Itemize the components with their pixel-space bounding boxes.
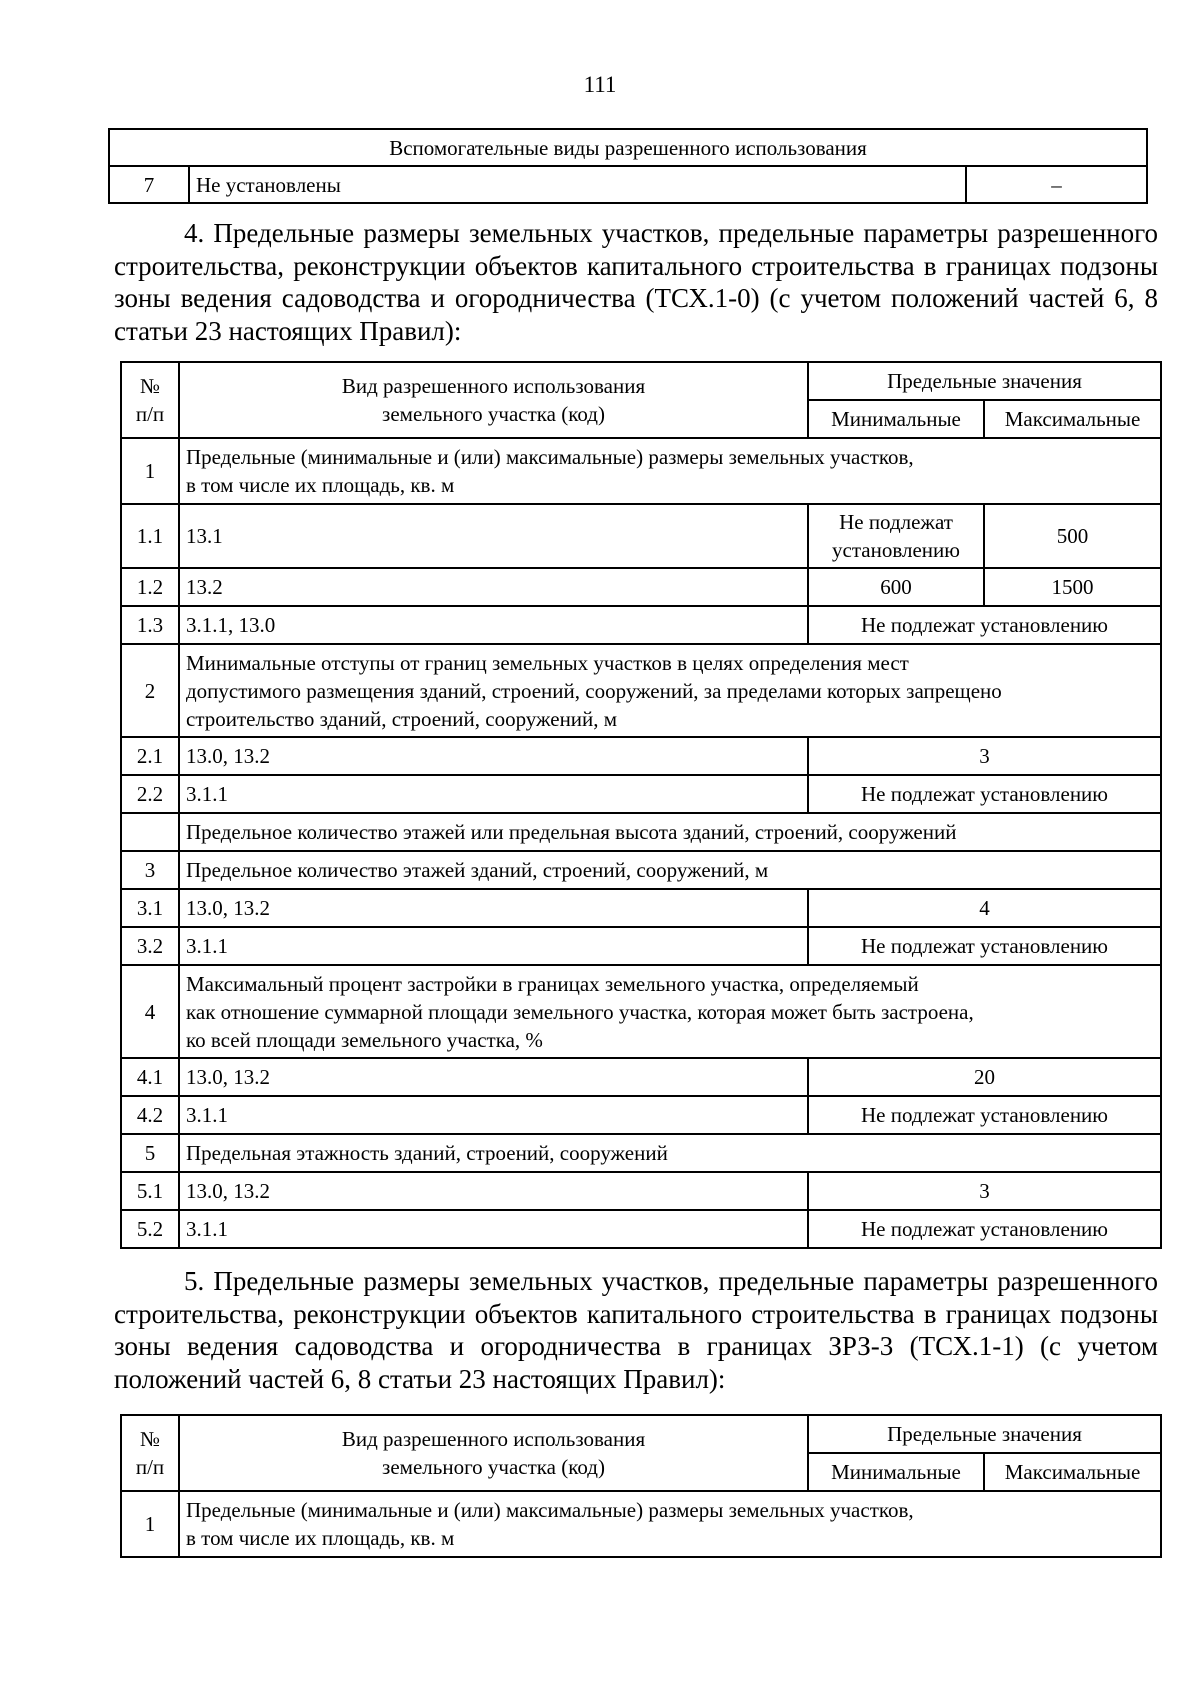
row-value: Не подлежат установлению — [808, 1096, 1161, 1134]
header-number-line1: № — [139, 374, 161, 398]
section-title: Предельное количество этажей или предельная высота зданий, строений, сооружений — [179, 813, 1161, 851]
row-value: 3 — [808, 1172, 1161, 1210]
row-value: Не подлежат установлению — [808, 1210, 1161, 1248]
paragraph-5: 5. Предельные размеры земельных участков, предельные параметры разрешенного строительства, реконструкции объектов капитального строительства в границах подзоны зоны ведения садоводства и огородничества в границах ЗРЗ-3 (ТСХ.1-1) (с учетом положений частей 6, 8 статьи 23 настоящих Правил): — [114, 1266, 1158, 1394]
header-number — [121, 362, 179, 438]
row-number: 5 — [121, 1134, 179, 1172]
section-title-line: строительство зданий, строений, сооружений, м — [186, 706, 618, 731]
header-number-line2: п/п — [135, 1455, 165, 1479]
row-number: 2.1 — [121, 737, 179, 775]
row-number: 4.1 — [121, 1058, 179, 1096]
section-title — [179, 644, 1161, 737]
row-number: 2.2 — [121, 775, 179, 813]
row-code: 13.2 — [179, 568, 808, 606]
row-value: – — [966, 166, 1147, 203]
header-number-line1: № — [139, 1427, 161, 1451]
row-max: 500 — [984, 504, 1161, 568]
section-title — [179, 965, 1161, 1058]
row-code: 13.0, 13.2 — [179, 1058, 808, 1096]
row-min: 600 — [808, 568, 984, 606]
row-value: 4 — [808, 889, 1161, 927]
header-use-type-line2: земельного участка (код) — [382, 402, 605, 426]
row-number: 1 — [121, 1491, 179, 1557]
row-min-line: установлению — [832, 538, 960, 562]
header-use-type — [179, 362, 808, 438]
row-number: 2 — [121, 644, 179, 737]
row-number: 1.1 — [121, 504, 179, 568]
header-limits: Предельные значения — [808, 1415, 1161, 1453]
row-number: 3 — [121, 851, 179, 889]
header-use-type-line2: земельного участка (код) — [382, 1455, 605, 1479]
row-value: 20 — [808, 1058, 1161, 1096]
row-number: 4 — [121, 965, 179, 1058]
row-code: 13.1 — [179, 504, 808, 568]
row-value: Не подлежат установлению — [808, 775, 1161, 813]
row-number: 7 — [109, 166, 189, 203]
row-number: 1.3 — [121, 606, 179, 644]
section-title-line: Минимальные отступы от границ земельных участков в целях определения мест — [186, 650, 909, 675]
row-number: 1 — [121, 438, 179, 504]
header-number — [121, 1415, 179, 1491]
row-code: 3.1.1 — [179, 1096, 808, 1134]
auxiliary-uses-header: Вспомогательные виды разрешенного использования — [109, 129, 1147, 166]
row-code: 3.1.1 — [179, 1210, 808, 1248]
row-number: 5.1 — [121, 1172, 179, 1210]
page-number: 111 — [583, 72, 617, 97]
header-limits: Предельные значения — [808, 362, 1161, 400]
section-title-line: допустимого размещения зданий, строений, сооружений, за пределами которых запрещено — [186, 678, 1002, 703]
row-code: 13.0, 13.2 — [179, 889, 808, 927]
row-text: Не установлены — [189, 166, 966, 203]
section-title-line: ко всей площади земельного участка, % — [186, 1027, 543, 1052]
row-min-line: Не подлежат — [839, 510, 953, 534]
row-code: 13.0, 13.2 — [179, 1172, 808, 1210]
row-number: 3.2 — [121, 927, 179, 965]
row-number: 5.2 — [121, 1210, 179, 1248]
header-use-type-line1: Вид разрешенного использования — [341, 1427, 646, 1451]
header-max: Максимальные — [984, 400, 1161, 438]
paragraph-4: 4. Предельные размеры земельных участков, предельные параметры разрешенного строительства, реконструкции объектов капитального строительства в границах подзоны зоны ведения садоводства и огородничества (ТСХ.1-0) (с учетом положений частей 6, 8 статьи 23 настоящих Правил): — [114, 218, 1158, 346]
header-min: Минимальные — [808, 400, 984, 438]
header-min: Минимальные — [808, 1453, 984, 1491]
row-number: 1.2 — [121, 568, 179, 606]
row-value: Не подлежат установлению — [808, 606, 1161, 644]
section-title-line: в том числе их площадь, кв. м — [186, 1526, 455, 1550]
header-number-line2: п/п — [135, 402, 165, 426]
row-number-empty — [121, 813, 179, 851]
section-title — [179, 438, 1161, 504]
row-max: 1500 — [984, 568, 1161, 606]
section-title-line: Предельные (минимальные и (или) максимальные) размеры земельных участков, — [186, 445, 914, 469]
section-title: Предельное количество этажей зданий, строений, сооружений, м — [179, 851, 1161, 889]
header-use-type — [179, 1415, 808, 1491]
auxiliary-uses-table — [108, 128, 1148, 204]
row-code: 13.0, 13.2 — [179, 737, 808, 775]
section-title-line: в том числе их площадь, кв. м — [186, 473, 455, 497]
header-max: Максимальные — [984, 1453, 1161, 1491]
row-min — [808, 504, 984, 568]
limits-table-tsh-1-0 — [120, 361, 1162, 1249]
row-value: 3 — [808, 737, 1161, 775]
section-title-line: Максимальный процент застройки в границах земельного участка, определяемый — [186, 971, 919, 996]
row-number: 4.2 — [121, 1096, 179, 1134]
limits-table-tsh-1-1 — [120, 1414, 1162, 1558]
row-code: 3.1.1 — [179, 927, 808, 965]
header-use-type-line1: Вид разрешенного использования — [341, 374, 646, 398]
section-title: Предельная этажность зданий, строений, сооружений — [179, 1134, 1161, 1172]
section-title — [179, 1491, 1161, 1557]
row-code: 3.1.1 — [179, 775, 808, 813]
row-number: 3.1 — [121, 889, 179, 927]
row-code: 3.1.1, 13.0 — [179, 606, 808, 644]
section-title-line: как отношение суммарной площади земельного участка, которая может быть застроена, — [186, 999, 974, 1024]
row-value: Не подлежат установлению — [808, 927, 1161, 965]
section-title-line: Предельные (минимальные и (или) максимальные) размеры земельных участков, — [186, 1498, 914, 1522]
